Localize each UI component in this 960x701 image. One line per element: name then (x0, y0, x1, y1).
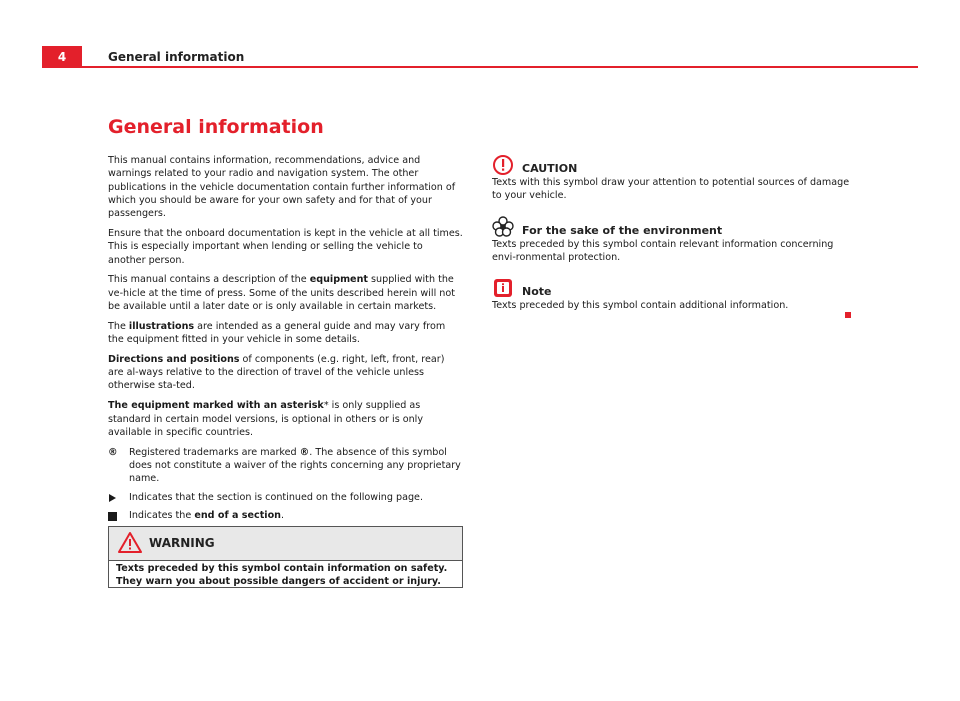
caution-text: Texts with this symbol draw your attention to potential sources of damage to your vehicle. (492, 177, 850, 202)
registered-trademark-row: ® Registered trademarks are marked ®. The absence of this symbol does not constitute a waiver of the rights concerning any proprietary name. (108, 446, 461, 485)
illustrations-paragraph: The illustrations are intended as a general guide and may vary from the equipment fitted in your vehicle in some details. (108, 320, 446, 346)
warning-label: WARNING (149, 536, 215, 550)
registered-icon: ® (108, 446, 118, 458)
page-title: General information (108, 116, 324, 138)
right-column (492, 154, 852, 325)
environment-flower-icon (492, 216, 516, 238)
directions-paragraph: Directions and positions of components (e.g. right, left, front, rear) are al-ways relative to the direction of travel of the vehicle unless otherwise sta-ted. (108, 353, 445, 392)
environment-label: For the sake of the environment (522, 223, 723, 237)
left-column (108, 154, 463, 527)
environment-text: Texts preceded by this symbol contain relevant information concerning envi-ronmental protection. (492, 238, 834, 263)
onboard-paragraph: Ensure that the onboard documentation is kept in the vehicle at all times. This is especially important when lending or selling the vehicle to another person. (108, 227, 463, 266)
header-rule (82, 66, 918, 68)
caution-label: CAUTION (522, 162, 578, 175)
equipment-paragraph: This manual contains a description of the equipment supplied with the ve-hicle at the time of press. Some of the units described herein will not be available until a later date or is only available in certain markets. (108, 274, 456, 312)
warning-text: Texts preceded by this symbol contain information on safety. They warn you about possible dangers of accident or injury. (116, 563, 448, 587)
caution-icon (492, 154, 516, 176)
note-text: Texts preceded by this symbol contain additional information. (492, 300, 789, 312)
note-label: Note (522, 285, 552, 299)
end-of-section-row: Indicates the end of a section. (108, 509, 463, 522)
running-header: General information (108, 50, 245, 64)
note-info-icon (492, 277, 516, 299)
end-of-section-icon (108, 512, 117, 521)
continued-row: Indicates that the section is continued on the following page. (108, 491, 463, 504)
page-number: 4 (42, 46, 82, 68)
end-of-section-marker (845, 312, 851, 318)
asterisk-paragraph: The equipment marked with an asterisk* is only supplied as standard in certain model versions, is optional in others or is only available in specific countries. (108, 400, 424, 438)
continued-arrow-icon (109, 494, 116, 502)
warning-box (108, 526, 463, 588)
intro-paragraph: This manual contains information, recommendations, advice and warnings related to your radio and navigation system. The other publications in the vehicle documentation contain further information of which you should be aware for your own safety and for that of your passengers. (108, 155, 456, 220)
warning-triangle-icon (117, 531, 143, 555)
